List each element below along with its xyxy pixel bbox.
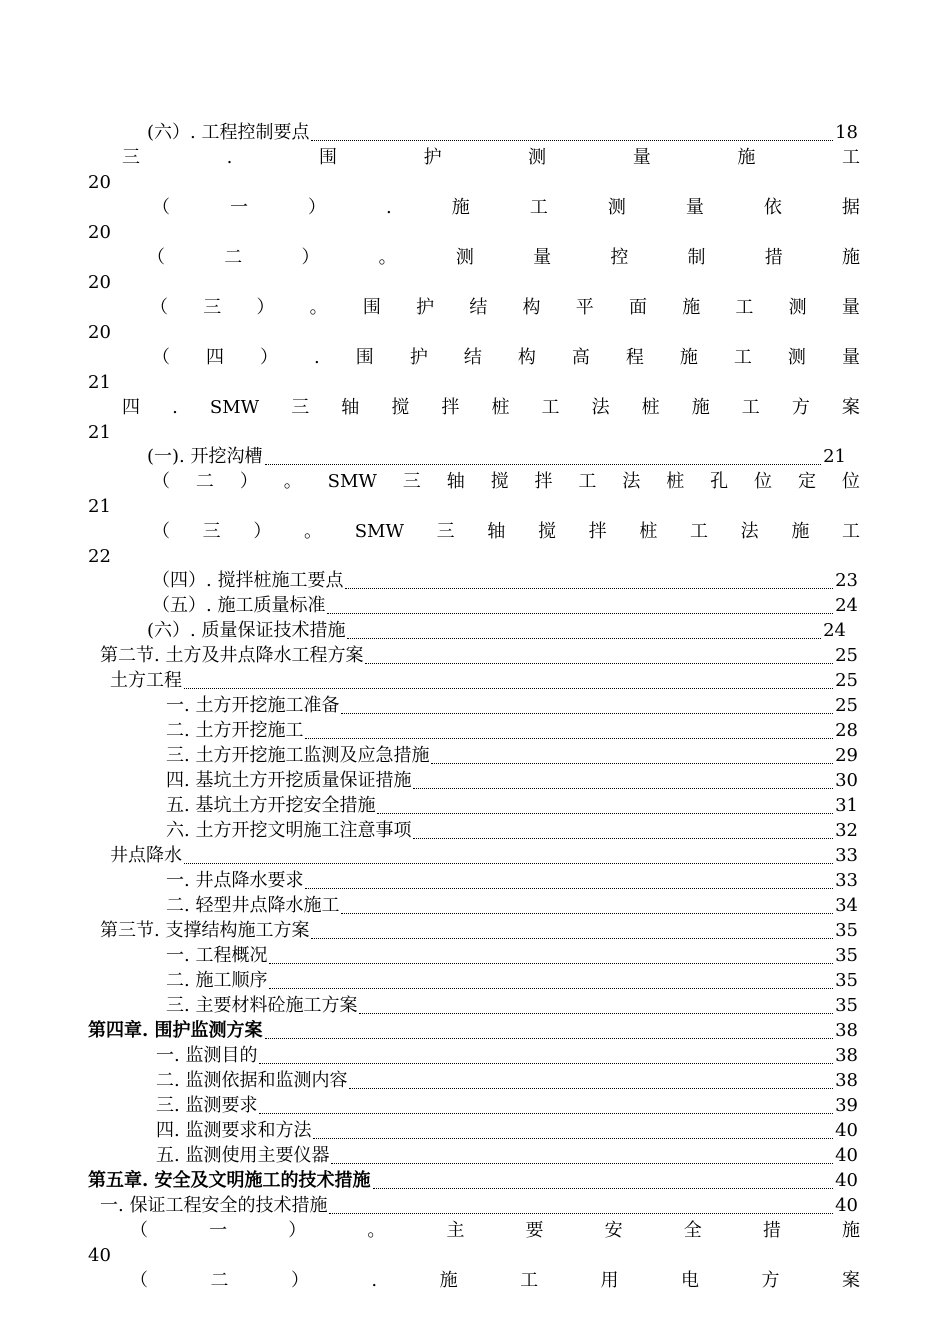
toc-entry-glyph: 主	[446, 1220, 465, 1241]
toc-entry-glyph: 孔	[710, 471, 729, 492]
toc-entry	[152, 593, 858, 618]
toc-entry-glyph: （	[147, 247, 165, 268]
toc-entry-justified	[152, 345, 860, 370]
toc-entry-glyph: （	[152, 521, 170, 542]
toc-entry-glyph: ）	[260, 347, 279, 368]
toc-entry-glyph: 施	[841, 1220, 860, 1241]
toc-entry	[156, 1068, 858, 1093]
toc-entry-glyph: SMW	[209, 397, 260, 418]
toc-entry-glyph: 三	[291, 397, 310, 418]
toc-entry-glyph: 搅	[537, 521, 556, 542]
toc-entry-glyph: 桩	[639, 521, 658, 542]
dot-leader	[349, 1087, 833, 1089]
dot-leader	[347, 637, 821, 639]
toc-entry-glyph: 工	[741, 397, 760, 418]
toc-entry-title: 二. 轻型井点降水施工	[166, 895, 340, 916]
toc-entry-title: 第三节. 支撑结构施工方案	[100, 920, 310, 941]
toc-entry-title: 六. 土方开挖文明施工注意事项	[166, 820, 412, 841]
toc-entry-title: 一. 土方开挖施工准备	[166, 695, 340, 716]
toc-entry-title: 三. 土方开挖施工监测及应急措施	[166, 745, 430, 766]
toc-page-number: 40	[835, 1195, 858, 1216]
toc-entry	[88, 1018, 858, 1043]
toc-entry-glyph: SMW	[354, 521, 404, 542]
toc-entry-glyph: 。	[309, 297, 328, 318]
toc-entry-glyph: 三	[122, 147, 140, 168]
toc-entry-glyph: 工	[529, 197, 548, 218]
toc-entry-glyph: 定	[797, 471, 816, 492]
toc-entry-glyph: 桩	[641, 397, 660, 418]
toc-page-number: 21	[88, 422, 111, 443]
dot-leader	[359, 1012, 833, 1014]
dot-leader	[327, 612, 833, 614]
toc-entry-glyph: 依	[763, 197, 782, 218]
toc-page-number: 35	[835, 945, 858, 966]
toc-entry-glyph: 测	[528, 147, 547, 168]
toc-entry-glyph: 工	[735, 297, 754, 318]
toc-entry-title: 二. 土方开挖施工	[166, 720, 304, 741]
dot-leader	[313, 1137, 833, 1139]
toc-entry-glyph: 措	[764, 247, 783, 268]
toc-entry	[147, 618, 846, 643]
dot-leader	[259, 1062, 833, 1064]
toc-entry-justified	[150, 295, 860, 320]
toc-entry-glyph: 工	[842, 521, 860, 542]
toc-page-number: 25	[835, 670, 858, 691]
toc-entry-glyph: .	[314, 347, 320, 368]
toc-entry-glyph: 程	[625, 347, 644, 368]
toc-entry-glyph: 工	[578, 471, 597, 492]
dot-leader	[341, 912, 833, 914]
toc-entry-title: 土方工程	[110, 670, 182, 691]
toc-entry-title: 四. 基坑土方开挖质量保证措施	[166, 770, 412, 791]
toc-entry-glyph: 。	[378, 247, 397, 268]
toc-entry	[166, 868, 858, 893]
toc-entry-glyph: （	[152, 471, 170, 492]
toc-entry	[110, 668, 858, 693]
toc-entry-glyph: 护	[409, 347, 428, 368]
toc-entry-title: 第五章. 安全及文明施工的技术措施	[88, 1170, 371, 1191]
toc-entry-glyph: 三	[436, 521, 455, 542]
toc-page-number: 20	[88, 272, 111, 293]
toc-entry-glyph: 拌	[588, 521, 607, 542]
toc-entry	[166, 718, 858, 743]
toc-entry-glyph: 施	[691, 397, 710, 418]
toc-entry-glyph: 。	[367, 1220, 386, 1241]
toc-entry-glyph: ）	[301, 247, 320, 268]
toc-entry	[166, 968, 858, 993]
toc-entry-glyph: 措	[762, 1220, 781, 1241]
toc-page-number: 29	[835, 745, 858, 766]
toc-entry-glyph: 三	[202, 521, 221, 542]
toc-entry-glyph: 制	[687, 247, 706, 268]
toc-entry	[100, 643, 858, 668]
toc-page-number: 38	[835, 1020, 858, 1041]
toc-entry-glyph: 工	[733, 347, 752, 368]
toc-entry-glyph: 桩	[491, 397, 510, 418]
toc-page-number: 35	[835, 970, 858, 991]
dot-leader	[373, 1187, 834, 1189]
toc-entry-glyph: 二	[224, 247, 243, 268]
dot-leader	[431, 762, 833, 764]
toc-page-number: 32	[835, 820, 858, 841]
toc-page-number: 28	[835, 720, 858, 741]
toc-entry-glyph: 方	[761, 1270, 780, 1291]
toc-entry-glyph: 构	[522, 297, 541, 318]
toc-entry-glyph: ）	[239, 471, 258, 492]
toc-entry-glyph: 要	[525, 1220, 544, 1241]
toc-entry-glyph: 一	[209, 1220, 228, 1241]
toc-entry-glyph: 测	[787, 347, 806, 368]
toc-entry-title: (六）. 质量保证技术措施	[147, 620, 346, 641]
toc-entry-glyph: ）	[253, 521, 272, 542]
dot-leader	[269, 962, 833, 964]
toc-entry	[166, 893, 858, 918]
toc-entry-justified	[152, 519, 860, 544]
toc-entry-title: 第二节. 土方及井点降水工程方案	[100, 645, 364, 666]
dot-leader	[305, 737, 833, 739]
dot-leader	[331, 1162, 833, 1164]
toc-entry-glyph: 三	[402, 471, 421, 492]
toc-page-number: 38	[835, 1045, 858, 1066]
dot-leader	[377, 812, 833, 814]
toc-entry-glyph: 拌	[534, 471, 553, 492]
toc-entry-glyph: 用	[600, 1270, 619, 1291]
toc-entry-glyph: 平	[575, 297, 594, 318]
toc-entry-glyph: 电	[681, 1270, 700, 1291]
toc-entry-glyph: 轴	[487, 521, 506, 542]
toc-entry-glyph: 轴	[446, 471, 465, 492]
dot-leader	[259, 1112, 833, 1114]
toc-entry-glyph: 施	[679, 347, 698, 368]
toc-entry-justified	[147, 245, 860, 270]
toc-page-number: 39	[835, 1095, 858, 1116]
toc-page-number: 30	[835, 770, 858, 791]
toc-entry-glyph: 护	[416, 297, 435, 318]
toc-page-number: 35	[835, 920, 858, 941]
toc-entry-glyph: 桩	[666, 471, 685, 492]
toc-page-number: 20	[88, 172, 111, 193]
toc-page-number: 34	[835, 895, 858, 916]
toc-entry-glyph: 工	[541, 397, 560, 418]
toc-entry-glyph: 三	[203, 297, 222, 318]
toc-entry-justified	[122, 145, 860, 170]
toc-page-number: 25	[835, 645, 858, 666]
toc-entry-title: 四. 监测要求和方法	[156, 1120, 312, 1141]
toc-entry-justified	[152, 469, 860, 494]
toc-entry-glyph: 测	[607, 197, 626, 218]
dot-leader	[311, 139, 833, 141]
toc-page-number: 21	[88, 372, 111, 393]
toc-entry-glyph: 量	[685, 197, 704, 218]
dot-leader	[269, 987, 833, 989]
dot-leader	[413, 787, 833, 789]
toc-entry	[166, 693, 858, 718]
toc-entry-glyph: 安	[604, 1220, 623, 1241]
toc-entry-glyph: 工	[520, 1270, 539, 1291]
toc-entry-title: 一. 保证工程安全的技术措施	[100, 1195, 328, 1216]
toc-entry-glyph: SMW	[327, 471, 377, 492]
toc-entry-glyph: 法	[740, 521, 759, 542]
toc-entry-glyph: 法	[622, 471, 641, 492]
toc-entry	[147, 120, 858, 145]
toc-page-number: 33	[835, 845, 858, 866]
toc-entry-glyph: 量	[841, 297, 860, 318]
toc-entry-glyph: 。	[304, 521, 323, 542]
toc-entry-title: (六）. 工程控制要点	[147, 122, 310, 143]
toc-entry-glyph: 案	[841, 1270, 860, 1291]
dot-leader	[345, 587, 833, 589]
toc-entry-glyph: 据	[841, 197, 860, 218]
toc-page-number: 22	[88, 546, 111, 567]
toc-entry-glyph: .	[386, 197, 392, 218]
toc-entry-glyph: 工	[842, 147, 860, 168]
toc-entry	[156, 1143, 858, 1168]
toc-entry-glyph: 围	[318, 147, 337, 168]
toc-page-number: 31	[835, 795, 858, 816]
toc-entry-glyph: （	[152, 197, 170, 218]
dot-leader	[341, 712, 833, 714]
toc-entry-title: 井点降水	[110, 845, 182, 866]
toc-entry-justified	[152, 195, 860, 220]
dot-leader	[305, 887, 833, 889]
toc-entry-glyph: 位	[754, 471, 773, 492]
toc-entry	[166, 818, 858, 843]
toc-entry-glyph: 量	[632, 147, 651, 168]
toc-entry-glyph: 法	[591, 397, 610, 418]
toc-entry-justified	[130, 1268, 860, 1293]
toc-entry-glyph: 四	[122, 397, 140, 418]
toc-entry-glyph: （	[130, 1220, 148, 1241]
toc-entry-glyph: 测	[788, 297, 807, 318]
toc-entry-glyph: ）	[308, 197, 327, 218]
toc-entry	[166, 793, 858, 818]
toc-page-number: 24	[835, 595, 858, 616]
toc-entry-glyph: ）	[256, 297, 275, 318]
toc-entry-glyph: 围	[362, 297, 381, 318]
toc-entry-glyph: 测	[455, 247, 474, 268]
dot-leader	[184, 687, 833, 689]
toc-entry	[88, 1168, 858, 1193]
toc-page-number: 38	[835, 1070, 858, 1091]
toc-page-number: 23	[835, 570, 858, 591]
toc-entry-title: 五. 基坑土方开挖安全措施	[166, 795, 376, 816]
toc-entry-title: (一). 开挖沟槽	[147, 446, 263, 467]
toc-entry-justified	[122, 395, 860, 420]
toc-entry	[166, 993, 858, 1018]
toc-entry-glyph: 施	[451, 197, 470, 218]
toc-entry-title: 第四章. 围护监测方案	[88, 1020, 263, 1041]
toc-entry-justified	[130, 1218, 860, 1243]
toc-entry-title: 三. 监测要求	[156, 1095, 258, 1116]
toc-entry-glyph: .	[371, 1270, 378, 1291]
toc-entry-glyph: 高	[571, 347, 590, 368]
toc-entry-glyph: 施	[841, 247, 860, 268]
toc-entry	[156, 1043, 858, 1068]
toc-entry-glyph: 一	[230, 197, 249, 218]
toc-entry-title: 一. 井点降水要求	[166, 870, 304, 891]
toc-entry-glyph: 施	[791, 521, 810, 542]
toc-entry-title: （四）. 搅拌桩施工要点	[152, 570, 344, 591]
toc-page-number: 40	[835, 1170, 858, 1191]
toc-page-number: 40	[88, 1245, 111, 1266]
toc-entry-glyph: 护	[423, 147, 442, 168]
toc-entry	[166, 743, 858, 768]
toc-entry-glyph: （	[150, 297, 168, 318]
toc-entry-glyph: .	[172, 397, 178, 418]
toc-entry-glyph: 量	[841, 347, 860, 368]
toc-entry-glyph: 搅	[391, 397, 410, 418]
toc-page-number: 18	[835, 122, 858, 143]
toc-entry	[156, 1093, 858, 1118]
toc-entry-glyph: 结	[463, 347, 482, 368]
toc-entry-glyph: 位	[841, 471, 860, 492]
toc-entry-glyph: （	[152, 347, 170, 368]
toc-page-number: 21	[88, 496, 111, 517]
toc-entry-glyph: 二	[210, 1270, 229, 1291]
toc-entry-title: 二. 施工顺序	[166, 970, 268, 991]
dot-leader	[265, 463, 822, 465]
toc-page-number: 40	[835, 1145, 858, 1166]
toc-entry	[156, 1118, 858, 1143]
toc-page-number: 21	[823, 446, 846, 467]
dot-leader	[184, 862, 833, 864]
toc-entry-glyph: ）	[288, 1220, 307, 1241]
toc-entry	[147, 444, 846, 469]
toc-entry	[152, 568, 858, 593]
toc-entry-glyph: 施	[682, 297, 701, 318]
toc-entry-glyph: 量	[533, 247, 552, 268]
toc-page-number: 25	[835, 695, 858, 716]
dot-leader	[329, 1212, 833, 1214]
toc-entry	[110, 843, 858, 868]
toc-entry-glyph: 案	[841, 397, 860, 418]
toc-entry-glyph: 面	[628, 297, 647, 318]
toc-entry-glyph: 四	[206, 347, 225, 368]
toc-entry-glyph: 控	[610, 247, 629, 268]
toc-entry	[166, 943, 858, 968]
toc-entry-glyph: 。	[283, 471, 302, 492]
toc-entry-glyph: 搅	[490, 471, 509, 492]
toc-page-number: 24	[823, 620, 846, 641]
toc-entry-glyph: .	[226, 147, 233, 168]
toc-entry-glyph: 施	[439, 1270, 458, 1291]
toc-entry	[166, 768, 858, 793]
toc-entry-glyph: 二	[195, 471, 214, 492]
toc-page-number: 20	[88, 222, 111, 243]
toc-page-number: 40	[835, 1120, 858, 1141]
toc-entry-title: 一. 工程概况	[166, 945, 268, 966]
dot-leader	[365, 662, 833, 664]
toc-entry-glyph: 方	[791, 397, 810, 418]
toc-entry-glyph: （	[130, 1270, 148, 1291]
toc-entry-glyph: 施	[737, 147, 756, 168]
toc-entry-title: 五. 监测使用主要仪器	[156, 1145, 330, 1166]
dot-leader	[311, 937, 833, 939]
toc-entry-title: （五）. 施工质量标准	[152, 595, 326, 616]
toc-entry-glyph: 结	[469, 297, 488, 318]
toc-entry	[100, 918, 858, 943]
toc-entry	[100, 1193, 858, 1218]
toc-page-number: 20	[88, 322, 111, 343]
toc-entry-glyph: 工	[689, 521, 708, 542]
toc-entry-title: 一. 监测目的	[156, 1045, 258, 1066]
toc-entry-glyph: 围	[355, 347, 374, 368]
dot-leader	[413, 837, 833, 839]
toc-entry-title: 三. 主要材料砼施工方案	[166, 995, 358, 1016]
toc-entry-glyph: 全	[683, 1220, 702, 1241]
toc-entry-glyph: 拌	[441, 397, 460, 418]
dot-leader	[265, 1037, 834, 1039]
toc-entry-glyph: 构	[517, 347, 536, 368]
toc-page-number: 35	[835, 995, 858, 1016]
toc-entry-glyph: 轴	[341, 397, 360, 418]
toc-page-number: 33	[835, 870, 858, 891]
toc-entry-title: 二. 监测依据和监测内容	[156, 1070, 348, 1091]
toc-entry-glyph: ）	[290, 1270, 309, 1291]
